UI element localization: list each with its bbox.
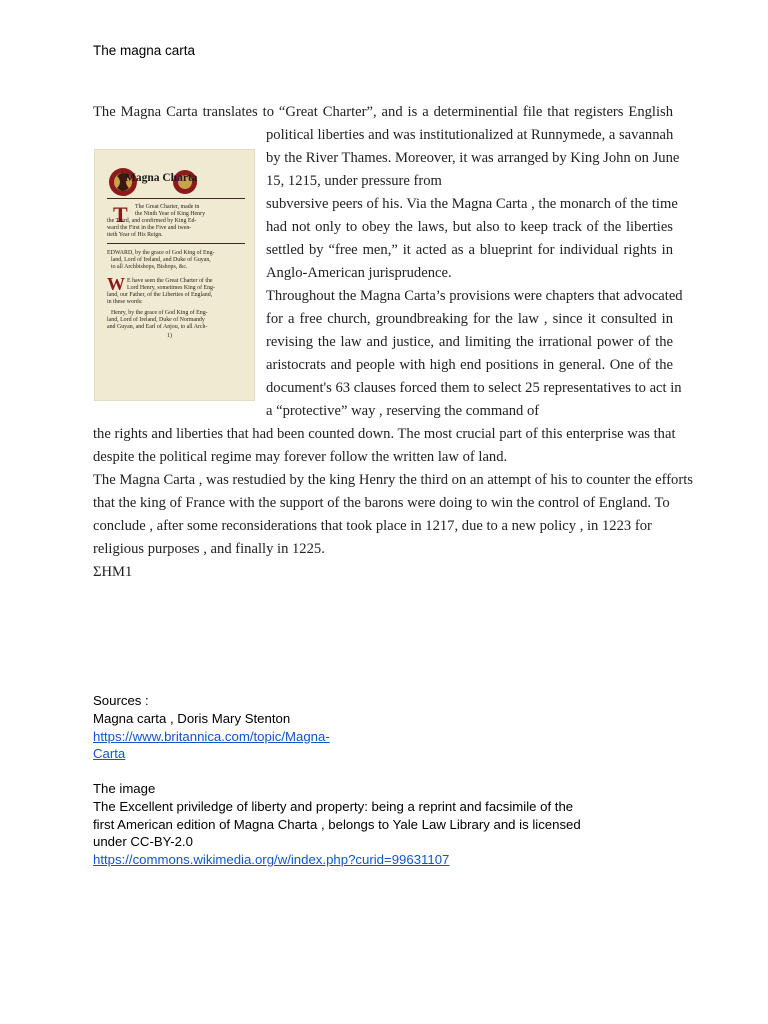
britannica-link-text-continued[interactable]: Carta [93, 746, 126, 761]
divider [107, 243, 245, 244]
paragraph-line: the rights and liberties that had been counted down. The most crucial part of this enterprise was that [93, 426, 676, 442]
source-book: Magna carta , Doris Mary Stenton [93, 711, 291, 726]
divider [107, 198, 245, 199]
image-description: first American edition of Magna Charta , belongs to Yale Law Library and is licensed [93, 817, 581, 832]
facsimile-line: in these words: [107, 299, 143, 305]
facsimile-line: ward the First in the Five and twen- [107, 225, 192, 231]
facsimile-line: land, our Father, of the Liberties of England, [107, 292, 213, 298]
image-header: The image [93, 781, 156, 796]
paragraph-line: The Magna Carta , was restudied by the king Henry the third on an attempt of his to counter the efforts [93, 472, 693, 488]
paragraph-line: subversive peers of his. Via the Magna Carta , the monarch of the time [266, 196, 678, 212]
paragraph-line: despite the political regime may forever follow the written law of land. [93, 449, 508, 465]
sources-header: Sources : [93, 693, 149, 708]
drop-cap-T: T [113, 202, 128, 227]
paragraph-line: revising the law and justice, and limiting the irrational power of the [266, 334, 673, 350]
facsimile-line: 1) [167, 333, 172, 339]
paragraph-line: document's 63 clauses forced them to select 25 representatives to act in [266, 380, 682, 396]
paragraph-line: settled by “free men,” it acted as a blueprint for individual rights in [266, 242, 673, 258]
facsimile-line: Henry, by the grace of God King of Eng- [111, 310, 208, 316]
wikimedia-link-text[interactable]: https://commons.wikimedia.org/w/index.php?curid=99631107 [93, 852, 450, 867]
paragraph-line: by the River Thames. Moreover, it was arranged by King John on June [266, 150, 680, 166]
wikimedia-link[interactable] [93, 851, 449, 869]
facsimile-line: and Guyan, and Earl of Anjou, to all Arch- [107, 324, 208, 330]
paragraph-line: for a free church, groundbreaking for the law , since it consulted in [266, 311, 673, 327]
signature-code: ΣΗΜ1 [93, 564, 133, 580]
image-description: under CC-BY-2.0 [93, 834, 193, 849]
paragraph-line: Throughout the Magna Carta’s provisions were chapters that advocated [266, 288, 683, 304]
facsimile-line: EDWARD, by the grace of God King of Eng- [107, 250, 215, 256]
paragraph-line: Anglo-American jurisprudence. [266, 265, 452, 281]
paragraph-line: that the king of France with the support of the barons were doing to win the control of England. To [93, 495, 670, 511]
facsimile-line: the Third, and confirmed by King Ed- [107, 218, 197, 224]
facsimile-line: The Great Charter, made in [135, 204, 200, 210]
britannica-link-text[interactable]: https://www.britannica.com/topic/Magna- [93, 729, 330, 744]
facsimile-line: tieth Year of His Reign. [107, 232, 163, 238]
paragraph-line: conclude , after some reconsiderations that took place in 1217, due to a new policy , in 1223 for [93, 518, 652, 534]
drop-cap-W: W [107, 274, 125, 294]
paragraph-line: had not only to obey the laws, but also to keep track of the liberties [266, 219, 673, 235]
paragraph-line: aristocrats and people with high end positions in general. One of the [266, 357, 673, 373]
facsimile-line: Lord Henry, sometimes King of Eng- [127, 285, 215, 291]
page-title: The magna carta [93, 43, 196, 58]
image-description: The Excellent priviledge of liberty and property: being a reprint and facsimile of the [93, 799, 574, 814]
paragraph-line: The Magna Carta translates to “Great Charter”, and is a determinential file that registers English [93, 104, 673, 120]
facsimile-line: E have seen the Great Charter of the [127, 278, 213, 284]
paragraph-line: political liberties and was institutionalized at Runnymede, a savannah [266, 127, 674, 143]
paragraph-line: religious purposes , and finally in 1225. [93, 541, 325, 557]
paragraph-line: 15, 1215, under pressure from [266, 173, 442, 189]
facsimile-line: to all Archbishops, Bishops, &c. [111, 264, 188, 270]
facsimile-line: land, Lord of Ireland, and Duke of Guyan, [111, 257, 211, 263]
magna-carta-facsimile-image [94, 149, 255, 401]
facsimile-heading: Magna Charta [125, 172, 198, 184]
britannica-link-continued[interactable] [93, 745, 125, 763]
facsimile-line: the Ninth Year of King Henry [135, 211, 206, 217]
facsimile-line: land, Lord of Ireland, Duke of Normandy [107, 317, 205, 323]
britannica-link[interactable] [93, 728, 330, 746]
paragraph-line: a “protective” way , reserving the command of [266, 403, 540, 419]
